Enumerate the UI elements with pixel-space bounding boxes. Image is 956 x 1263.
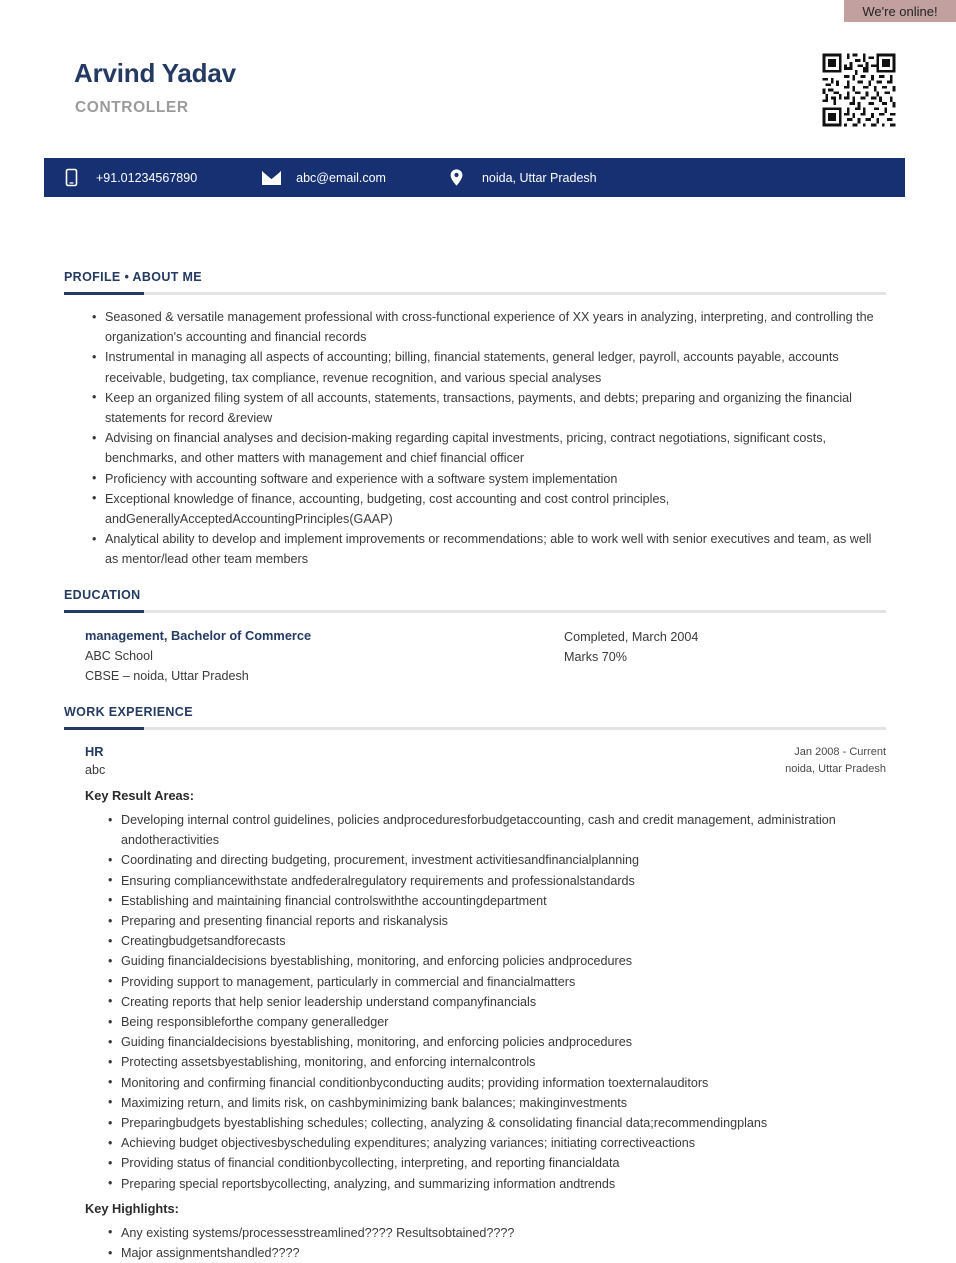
work-role: HR — [85, 744, 104, 759]
education-left — [85, 626, 565, 686]
chat-widget-label: We're online! — [862, 3, 938, 19]
list-item: • Seasoned & versatile management professional with cross-functional experience of XX years in analyzing, interpreting, and controlling the organization's accounting and financial records — [92, 307, 886, 347]
education-board: CBSE – noida, Uttar Pradesh — [85, 669, 249, 683]
list-item: • Proficiency with accounting software and experience with a software system implementation — [92, 469, 886, 489]
list-item: • Preparing and presenting financial reports and riskanalysis — [108, 911, 898, 931]
education-right — [564, 627, 698, 667]
list-item: • Being responsibleforthe company generalledger — [108, 1012, 898, 1032]
section-title-education: EDUCATION — [64, 588, 141, 602]
work-entry-header — [64, 744, 886, 784]
envelope-icon — [262, 169, 280, 187]
section-education — [64, 588, 886, 686]
education-degree: management, Bachelor of Commerce — [85, 628, 312, 643]
work-dates: Jan 2008 - Current — [794, 746, 886, 758]
list-item: • Guiding financialdecisions byestablishing, monitoring, and enforcing policies andprocedures — [108, 951, 898, 971]
list-item: • Maximizing return, and limits risk, on cashbyminimizing bank balances; makinginvestments — [108, 1093, 898, 1113]
education-status: Completed, March 2004 — [564, 630, 699, 644]
work-location: noida, Uttar Pradesh — [785, 763, 886, 775]
work-company: abc — [85, 763, 106, 777]
section-profile — [64, 270, 886, 570]
list-item: • Guiding financialdecisions byestablishing, monitoring, and enforcing policies andprocedures — [108, 1032, 898, 1052]
page-title: Arvind Yadav — [74, 58, 236, 88]
resume-header — [0, 0, 956, 155]
chat-widget[interactable] — [844, 0, 956, 22]
list-item: • Establishing and maintaining financial controlswiththe accountingdepartment — [108, 891, 898, 911]
list-item: • Major assignmentshandled???? — [108, 1243, 898, 1263]
list-item: • Preparingbudgets byestablishing schedules; collecting, analyzing & consolidating financial data;recommendingplans — [108, 1113, 898, 1133]
section-divider — [64, 727, 886, 730]
list-item: • Coordinating and directing budgeting, procurement, investment activitiesandfinancialplanning — [108, 850, 898, 870]
key-result-areas-label: Key Result Areas: — [85, 788, 195, 803]
contact-phone[interactable] — [62, 169, 197, 187]
section-divider — [64, 610, 886, 613]
list-item: • Creating reports that help senior leadership understand companyfinancials — [108, 992, 898, 1012]
qr-code-icon — [818, 51, 900, 129]
list-item: • Instrumental in managing all aspects of accounting; billing, financial statements, general ledger, payroll, accounts payable, accounts receivable, budgeting, tax compliance, revenue recognition, and various special analyses — [92, 347, 886, 387]
contact-bar — [44, 158, 905, 197]
work-meta — [785, 744, 886, 778]
section-divider — [64, 292, 886, 295]
job-title: CONTROLLER — [75, 99, 189, 116]
list-item: • Creatingbudgetsandforecasts — [108, 931, 898, 951]
list-item: • Analytical ability to develop and implement improvements or recommendations; able to work well with senior executives and team, as well as mentor/lead other team members — [92, 529, 886, 569]
section-title-work-experience: WORK EXPERIENCE — [64, 705, 193, 719]
list-item: • Providing support to management, particularly in commercial and financialmatters — [108, 972, 898, 992]
list-item: • Developing internal control guidelines, policies andproceduresforbudgetaccounting, cash and credit management, administration andotheractivities — [108, 810, 898, 850]
contact-email[interactable] — [262, 169, 386, 187]
list-item: • Protecting assetsbyestablishing, monitoring, and enforcing internalcontrols — [108, 1052, 898, 1072]
map-pin-icon — [448, 169, 466, 187]
list-item: • Monitoring and confirming financial conditionbyconducting audits; providing information toexternalauditors — [108, 1073, 898, 1093]
education-school: ABC School — [85, 649, 153, 663]
education-marks: Marks 70% — [564, 650, 627, 664]
list-item: • Achieving budget objectivesbyscheduling expenditures; analyzing variances; initiating correctiveactions — [108, 1133, 898, 1153]
section-work-experience — [64, 705, 886, 1263]
list-item: • Keep an organized filing system of all accounts, statements, transactions, payments, and debts; preparing and organizing the financial statements for record &review — [92, 388, 886, 428]
list-item: • Any existing systems/processesstreamlined???? Resultsobtained???? — [108, 1223, 898, 1243]
phone-icon — [62, 169, 80, 187]
contact-location[interactable] — [448, 169, 597, 187]
contact-phone-value: +91.01234567890 — [96, 170, 198, 185]
key-result-areas-list — [108, 810, 898, 1194]
education-entry — [64, 626, 886, 686]
contact-location-value: noida, Uttar Pradesh — [481, 170, 597, 185]
list-item: • Providing status of financial conditionbycollecting, interpreting, and reporting financialdata — [108, 1153, 898, 1173]
section-title-profile: PROFILE • ABOUT ME — [64, 270, 202, 284]
list-item: • Exceptional knowledge of finance, accounting, budgeting, cost accounting and cost control principles, andGenerallyAcceptedAccountingPrinciples(GAAP) — [92, 489, 886, 529]
list-item: • Preparing special reportsbycollecting, analyzing, and summarizing information andtrends — [108, 1174, 898, 1194]
contact-email-value: abc@email.com — [296, 170, 386, 185]
key-highlights-label: Key Highlights: — [85, 1200, 179, 1216]
list-item: • Ensuring compliancewithstate andfederalregulatory requirements and professionalstandards — [108, 871, 898, 891]
profile-bullet-list — [92, 307, 886, 570]
key-highlights-list — [108, 1223, 898, 1263]
list-item: • Advising on financial analyses and decision-making regarding capital investments, pricing, contract negotiations, significant costs, benchmarks, and other matters with management and chief financial officer — [92, 428, 886, 468]
